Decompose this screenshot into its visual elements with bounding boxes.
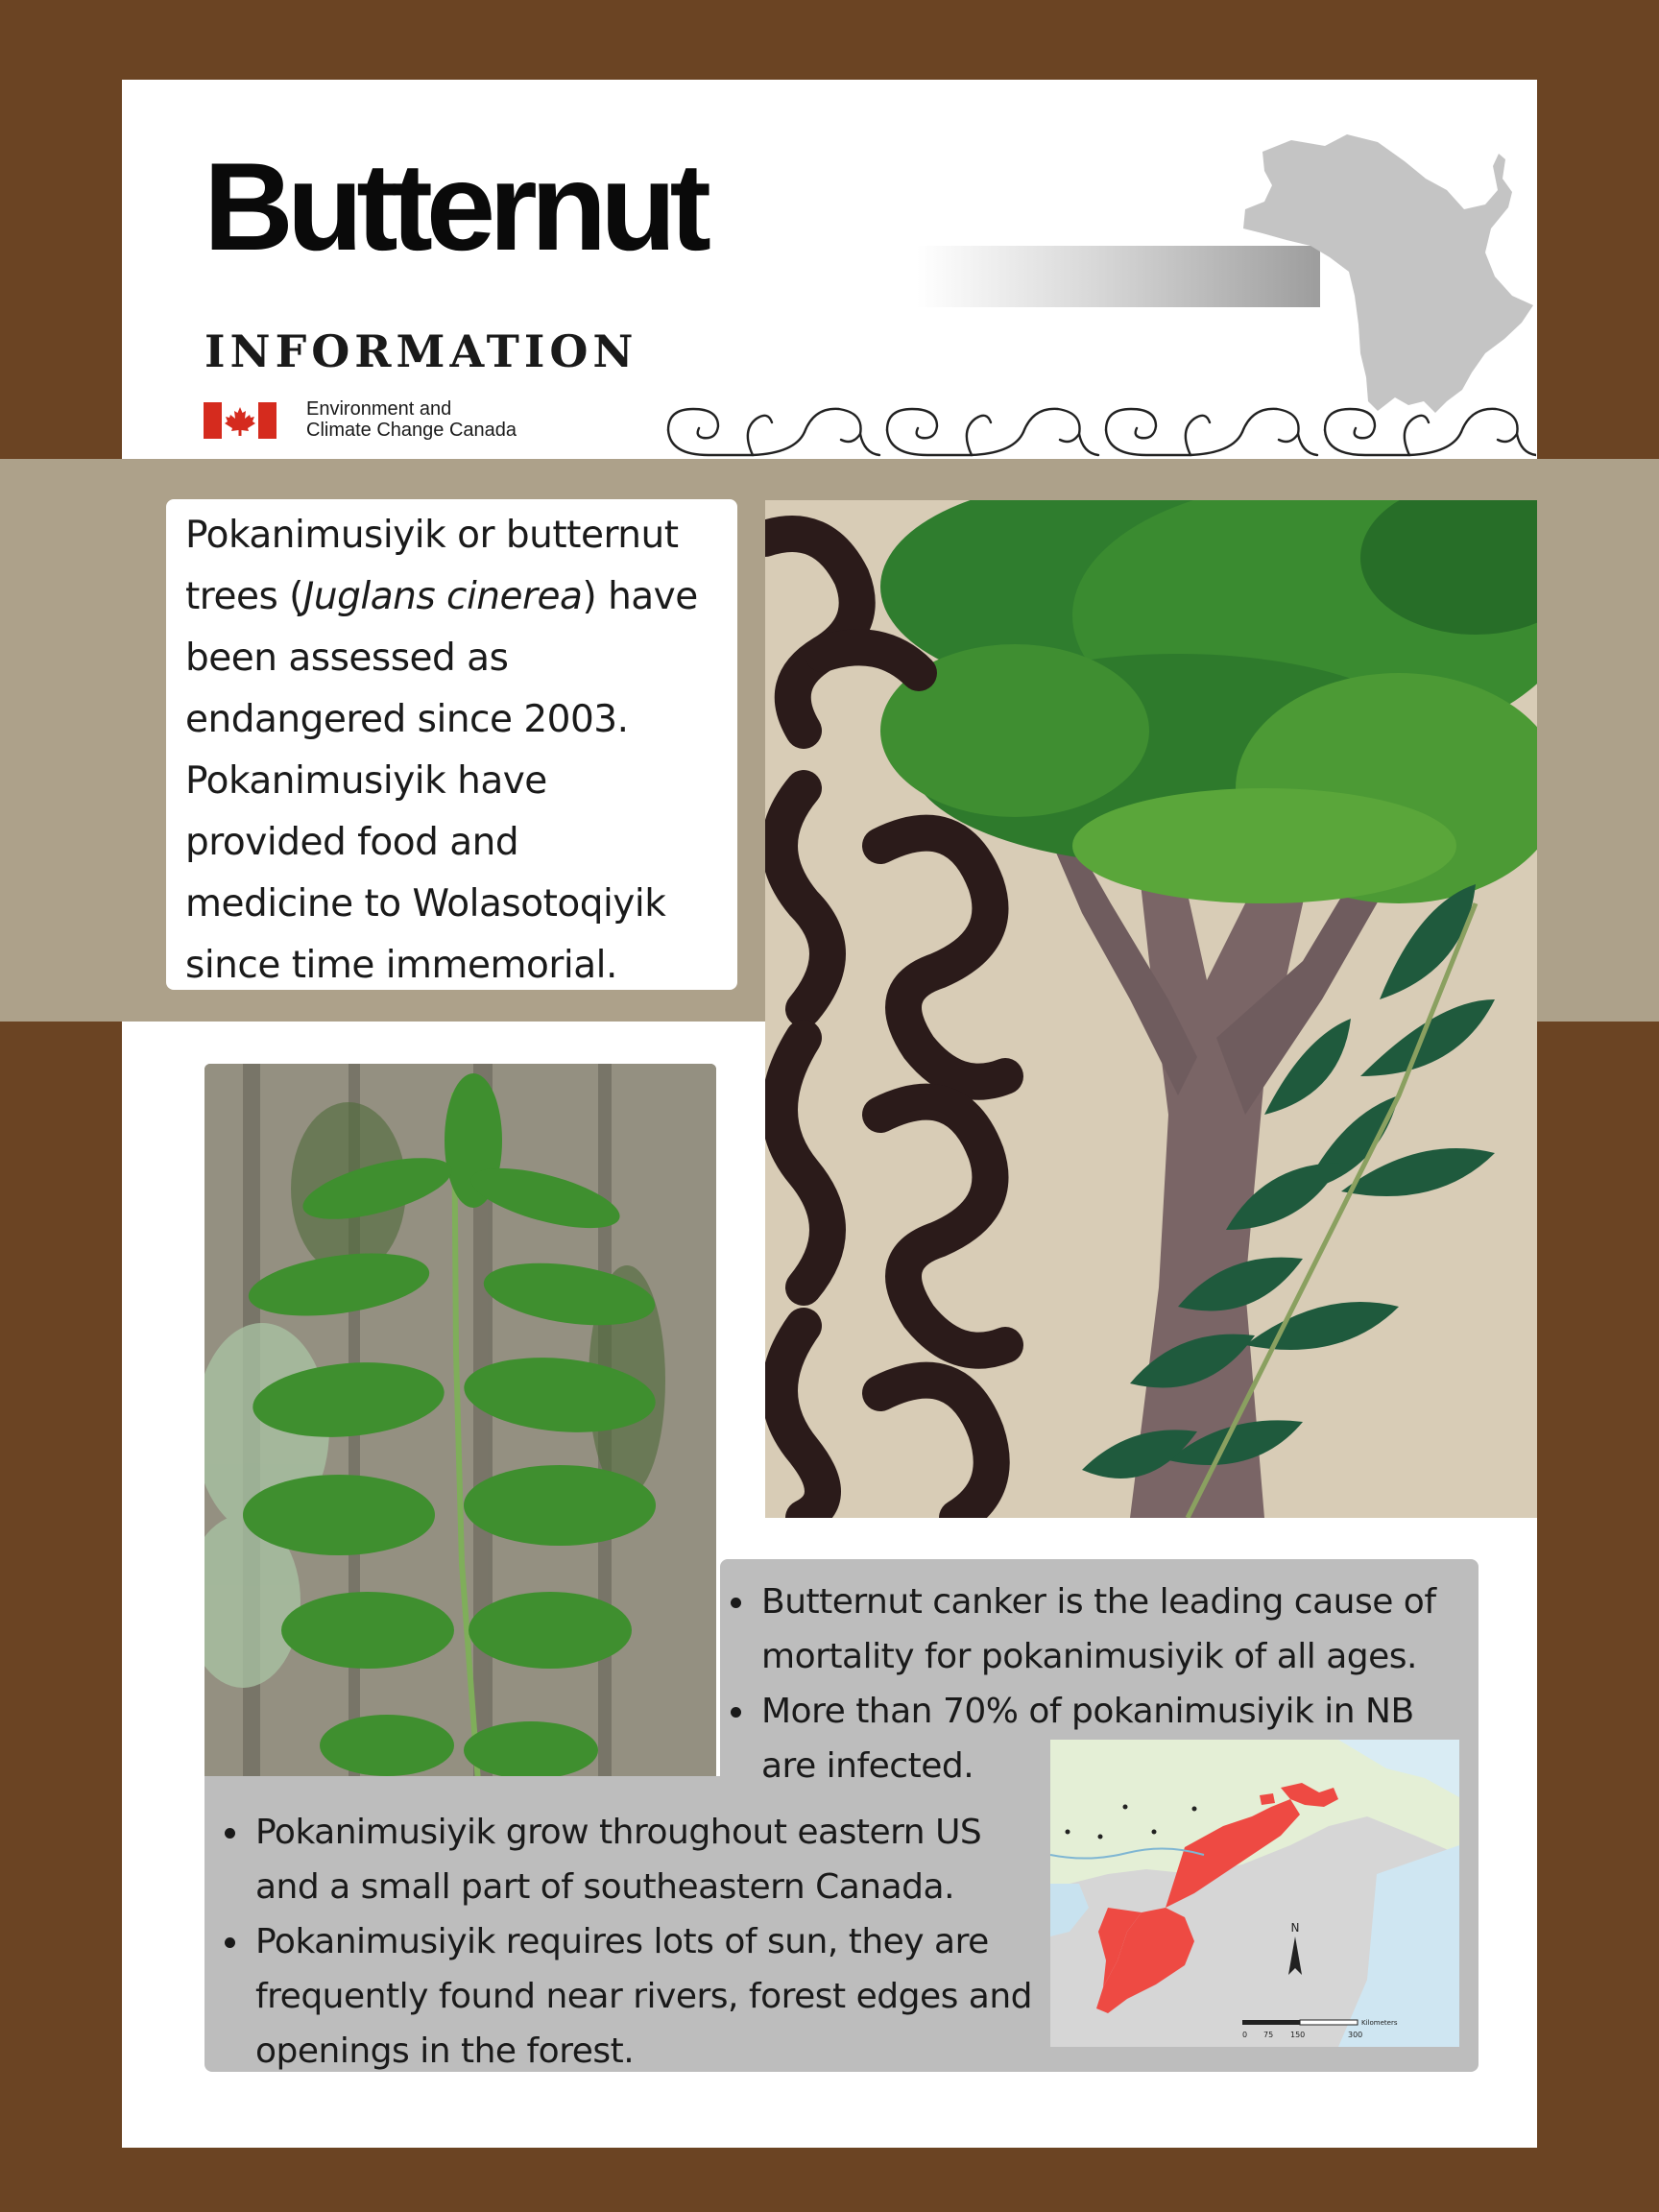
intro-line: Pokanimusiyik have xyxy=(185,759,547,803)
scale-tick-label: 300 xyxy=(1348,2031,1363,2039)
new-brunswick-silhouette xyxy=(1234,132,1541,421)
intro-paragraph xyxy=(185,505,728,997)
intro-text-part: ) have xyxy=(582,575,698,618)
scientific-name: Juglans cinerea xyxy=(302,575,583,618)
intro-card xyxy=(166,499,737,990)
north-label: N xyxy=(1290,1921,1300,1935)
canada-flag-icon xyxy=(204,402,276,439)
swirl-motif xyxy=(1325,409,1536,455)
fact-line: Butternut canker is the leading cause of xyxy=(761,1582,1436,1622)
butternut-painting xyxy=(765,500,1537,1518)
fact-item xyxy=(723,1575,1491,1684)
intro-line: been assessed as xyxy=(185,637,509,680)
scale-tick-label: 75 xyxy=(1263,2031,1274,2039)
intro-line: Pokanimusiyik or butternut xyxy=(185,514,679,557)
intro-line: provided food and xyxy=(185,821,519,864)
swirl-motif xyxy=(668,409,879,455)
swirl-border xyxy=(661,392,1536,461)
eccc-name-line1: Environment and xyxy=(306,398,452,420)
intro-line: since time immemorial. xyxy=(185,944,617,987)
facts-list-bottom xyxy=(217,1805,1062,2079)
butternut-range-map xyxy=(1050,1740,1459,2047)
eccc-name-line2: Climate Change Canada xyxy=(306,420,517,441)
scale-tick-label: 150 xyxy=(1290,2031,1306,2039)
fact-line: and a small part of southeastern Canada. xyxy=(255,1867,955,1907)
swirl-motif xyxy=(887,409,1098,455)
fact-line: Pokanimusiyik grow throughout eastern US xyxy=(255,1813,982,1852)
scale-unit-label: Kilometers xyxy=(1361,2019,1398,2027)
fact-line: mortality for pokanimusiyik of all ages. xyxy=(761,1637,1418,1676)
fact-line: More than 70% of pokanimusiyik in NB xyxy=(761,1692,1414,1731)
scale-tick-label: 0 xyxy=(1242,2031,1248,2039)
page-title: Butternut xyxy=(204,136,705,276)
page-subtitle: INFORMATION xyxy=(204,325,638,377)
butternut-leaf-photo xyxy=(204,1064,716,1782)
fact-line: are infected. xyxy=(761,1746,974,1786)
intro-line: endangered since 2003. xyxy=(185,698,629,741)
intro-line: medicine to Wolasotoqiyik xyxy=(185,882,666,926)
intro-line xyxy=(185,566,728,628)
eccc-logo xyxy=(204,398,607,446)
swirl-motif xyxy=(1106,409,1317,455)
fact-line: frequently found near rivers, forest edges and xyxy=(255,1977,1033,2016)
eccc-name xyxy=(306,398,517,441)
fact-line: Pokanimusiyik requires lots of sun, they are xyxy=(255,1922,989,1961)
fact-item xyxy=(217,1914,1062,2079)
intro-text-part: trees ( xyxy=(185,575,303,618)
fact-item xyxy=(217,1805,1062,1914)
fact-line: openings in the forest. xyxy=(255,2032,635,2071)
